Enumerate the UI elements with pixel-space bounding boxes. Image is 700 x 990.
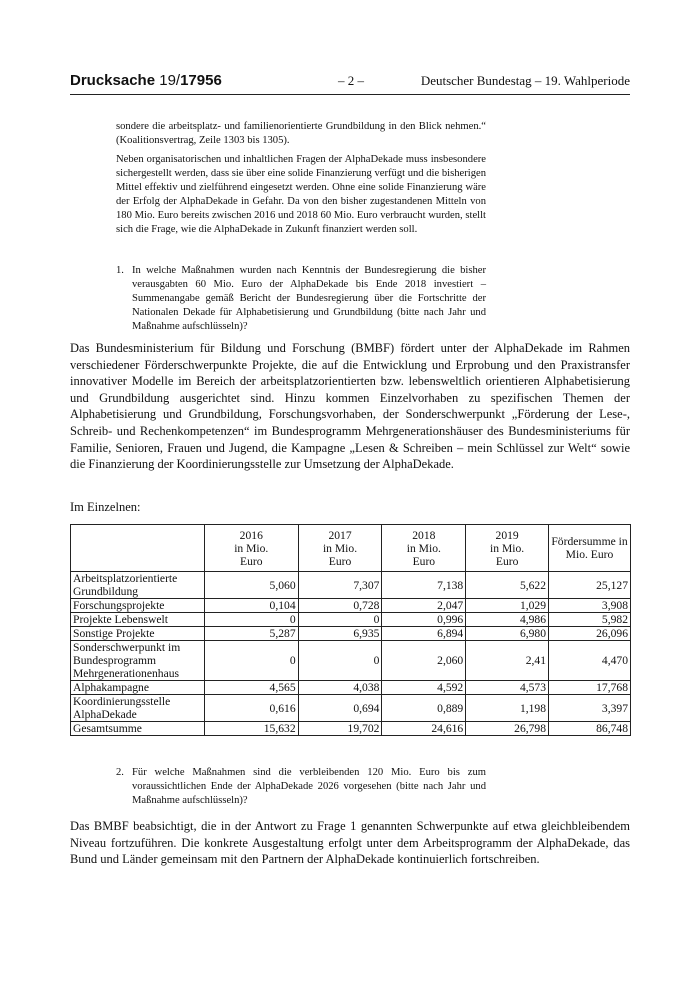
row-label: Gesamtsumme — [71, 722, 205, 736]
cell-2016: 0 — [204, 613, 298, 627]
cell-2018: 7,138 — [382, 572, 466, 599]
intro-quote — [116, 120, 486, 242]
cell-2018: 0,996 — [382, 613, 466, 627]
cell-sum: 5,982 — [549, 613, 631, 627]
cell-sum: 3,908 — [549, 599, 631, 613]
table-row — [71, 641, 631, 681]
table-row — [71, 613, 631, 627]
row-label: Sonstige Projekte — [71, 627, 205, 641]
table-header-2018: 2018 in Mio. Euro — [382, 525, 466, 572]
table-header-2017: 2017 in Mio. Euro — [298, 525, 382, 572]
table-header-sum: Fördersumme in Mio. Euro — [549, 525, 631, 572]
cell-2019: 2,41 — [466, 641, 549, 681]
cell-2016: 15,632 — [204, 722, 298, 736]
row-label: Koordinierungsstelle AlphaDekade — [71, 695, 205, 722]
question-2 — [116, 766, 486, 808]
table-header-row — [71, 525, 631, 572]
answer-1-text: Das Bundesministerium für Bildung und Forschung (BMBF) fördert unter der AlphaDekade im Rahmen verschiedener Förderschwerpunkte Projekte, die auf die Entwicklung und Erprobung und den Praxistransfer innovativer Modelle im Bereich der arbeitsplatzorientierten bzw. lebensweltlich orientieren Alphabetisierung und Grundbildung ausgerichtet sind. Hinzu kommen Einzelvorhaben zu spezifischen Themen der Alphabetisierung und Grundbildung, Forschungsvorhaben, der Sonderschwerpunkt „Förderung der Lese-, Schreib- und Rechenkompetenzen“ im Bundesprogramm Mehrgenerationshäuser des Bundesministeriums für Familie, Senioren, Frauen und Jugend, die Kampagne „Lesen & Schreiben – mein Schlüssel zur Welt“ sowie die Finanzierung der Koordinierungsstelle zur Umsetzung der AlphaDekade. — [70, 341, 630, 472]
question-2-text: Für welche Maßnahmen sind die verbleibenden 120 Mio. Euro bis zum voraussichtlichen Ende der AlphaDekade 2026 vorgesehen (bitte nach Jahr und Maßnahme aufschlüsseln)? — [132, 767, 486, 806]
cell-2019: 1,198 — [466, 695, 549, 722]
cell-2016: 4,565 — [204, 681, 298, 695]
answer-2 — [70, 818, 630, 868]
row-label: Forschungsprojekte — [71, 599, 205, 613]
table-header-label — [71, 525, 205, 572]
cell-2019: 4,573 — [466, 681, 549, 695]
row-label: Projekte Lebenswelt — [71, 613, 205, 627]
cell-2017: 6,935 — [298, 627, 382, 641]
cell-2016: 5,060 — [204, 572, 298, 599]
cell-2016: 0,104 — [204, 599, 298, 613]
cell-2016: 5,287 — [204, 627, 298, 641]
cell-sum: 3,397 — [549, 695, 631, 722]
cell-2019: 4,986 — [466, 613, 549, 627]
cell-2018: 4,592 — [382, 681, 466, 695]
cell-2018: 2,060 — [382, 641, 466, 681]
cell-sum: 86,748 — [549, 722, 631, 736]
cell-2017: 19,702 — [298, 722, 382, 736]
question-2-number: 2. — [116, 767, 124, 778]
row-label: Alphakampagne — [71, 681, 205, 695]
cell-2017: 0,728 — [298, 599, 382, 613]
question-1-number: 1. — [116, 265, 124, 276]
cell-sum: 25,127 — [549, 572, 631, 599]
row-label: Arbeitsplatzorientierte Grundbildung — [71, 572, 205, 599]
doc-number-part2: 17956 — [180, 72, 222, 89]
doc-label: Drucksache — [70, 72, 156, 89]
table-header-2016: 2016 in Mio. Euro — [204, 525, 298, 572]
cell-2019: 6,980 — [466, 627, 549, 641]
table-row-total — [71, 722, 631, 736]
im-einzelnen-label: Im Einzelnen: — [70, 500, 141, 514]
header-rule — [70, 94, 630, 95]
cell-2019: 5,622 — [466, 572, 549, 599]
row-label: Sonderschwerpunkt im Bundesprogramm Mehrgenerationenhaus — [71, 641, 205, 681]
cell-2017: 0,694 — [298, 695, 382, 722]
cell-2019: 26,798 — [466, 722, 549, 736]
cell-sum: 4,470 — [549, 641, 631, 681]
quote-paragraph-2: Neben organisatorischen und inhaltlichen Fragen der AlphaDekade muss insbesondere sichergestellt werden, dass sie über eine solide Finanzierung verfügt und die bisherigen Mittel effektiv und zielführend eingesetzt werden. Ohne eine solide Finanzierung wäre der Erfolg der AlphaDekade in Gefahr. Da von den bisher zugestandenen Mitteln von 180 Mio. Euro bereits zwischen 2016 und 2018 60 Mio. Euro verbraucht wurden, stellt sich die Frage, wie die AlphaDekade in Zukunft finanziert werden soll. — [116, 154, 486, 235]
page-header — [70, 72, 630, 94]
table-row — [71, 681, 631, 695]
doc-number-part1: 19/ — [159, 72, 181, 89]
cell-sum: 17,768 — [549, 681, 631, 695]
question-1-text: In welche Maßnahmen wurden nach Kenntnis der Bundesregierung die bisher verausgabten 60 Mio. Euro der AlphaDekade bis Ende 2018 investiert – Summenangabe gemäß Bericht der Bundesregierung über die Fortschritte der Nationalen Dekade für Alphabetisierung und Grundbildung (bitte nach Jahr und Maßnahme aufschlüsseln)? — [132, 265, 486, 332]
cell-2018: 0,889 — [382, 695, 466, 722]
answer-2-text: Das BMBF beabsichtigt, die in der Antwort zu Frage 1 genannten Schwerpunkte auf etwa gleichbleibendem Niveau fortzuführen. Die konkrete Ausgestaltung erfolgt unter dem Arbeitsprogramm der AlphaDekade, das Bund und Länder gemeinsam mit den Partnern der AlphaDekade kontinuierlich fortschreiben. — [70, 819, 630, 867]
cell-2017: 0 — [298, 641, 382, 681]
cell-2017: 0 — [298, 613, 382, 627]
table-row — [71, 599, 631, 613]
document-number — [70, 72, 222, 89]
table-header-2019: 2019 in Mio. Euro — [466, 525, 549, 572]
table-row — [71, 695, 631, 722]
answer-1 — [70, 340, 630, 473]
cell-2018: 2,047 — [382, 599, 466, 613]
parliament-label: Deutscher Bundestag – 19. Wahlperiode — [420, 73, 630, 88]
cell-2018: 24,616 — [382, 722, 466, 736]
cell-2018: 6,894 — [382, 627, 466, 641]
table-row — [71, 627, 631, 641]
page-number: – 2 – — [338, 73, 364, 88]
cell-2016: 0 — [204, 641, 298, 681]
cell-2019: 1,029 — [466, 599, 549, 613]
quote-paragraph-1: sondere die arbeitsplatz- und familienorientierte Grundbildung in den Blick nehmen.“ (Koalitionsvertrag, Zeile 1303 bis 1305). — [116, 121, 486, 146]
cell-2017: 7,307 — [298, 572, 382, 599]
question-1 — [116, 264, 486, 334]
cell-sum: 26,096 — [549, 627, 631, 641]
funding-table — [70, 524, 631, 736]
cell-2017: 4,038 — [298, 681, 382, 695]
cell-2016: 0,616 — [204, 695, 298, 722]
table-row — [71, 572, 631, 599]
